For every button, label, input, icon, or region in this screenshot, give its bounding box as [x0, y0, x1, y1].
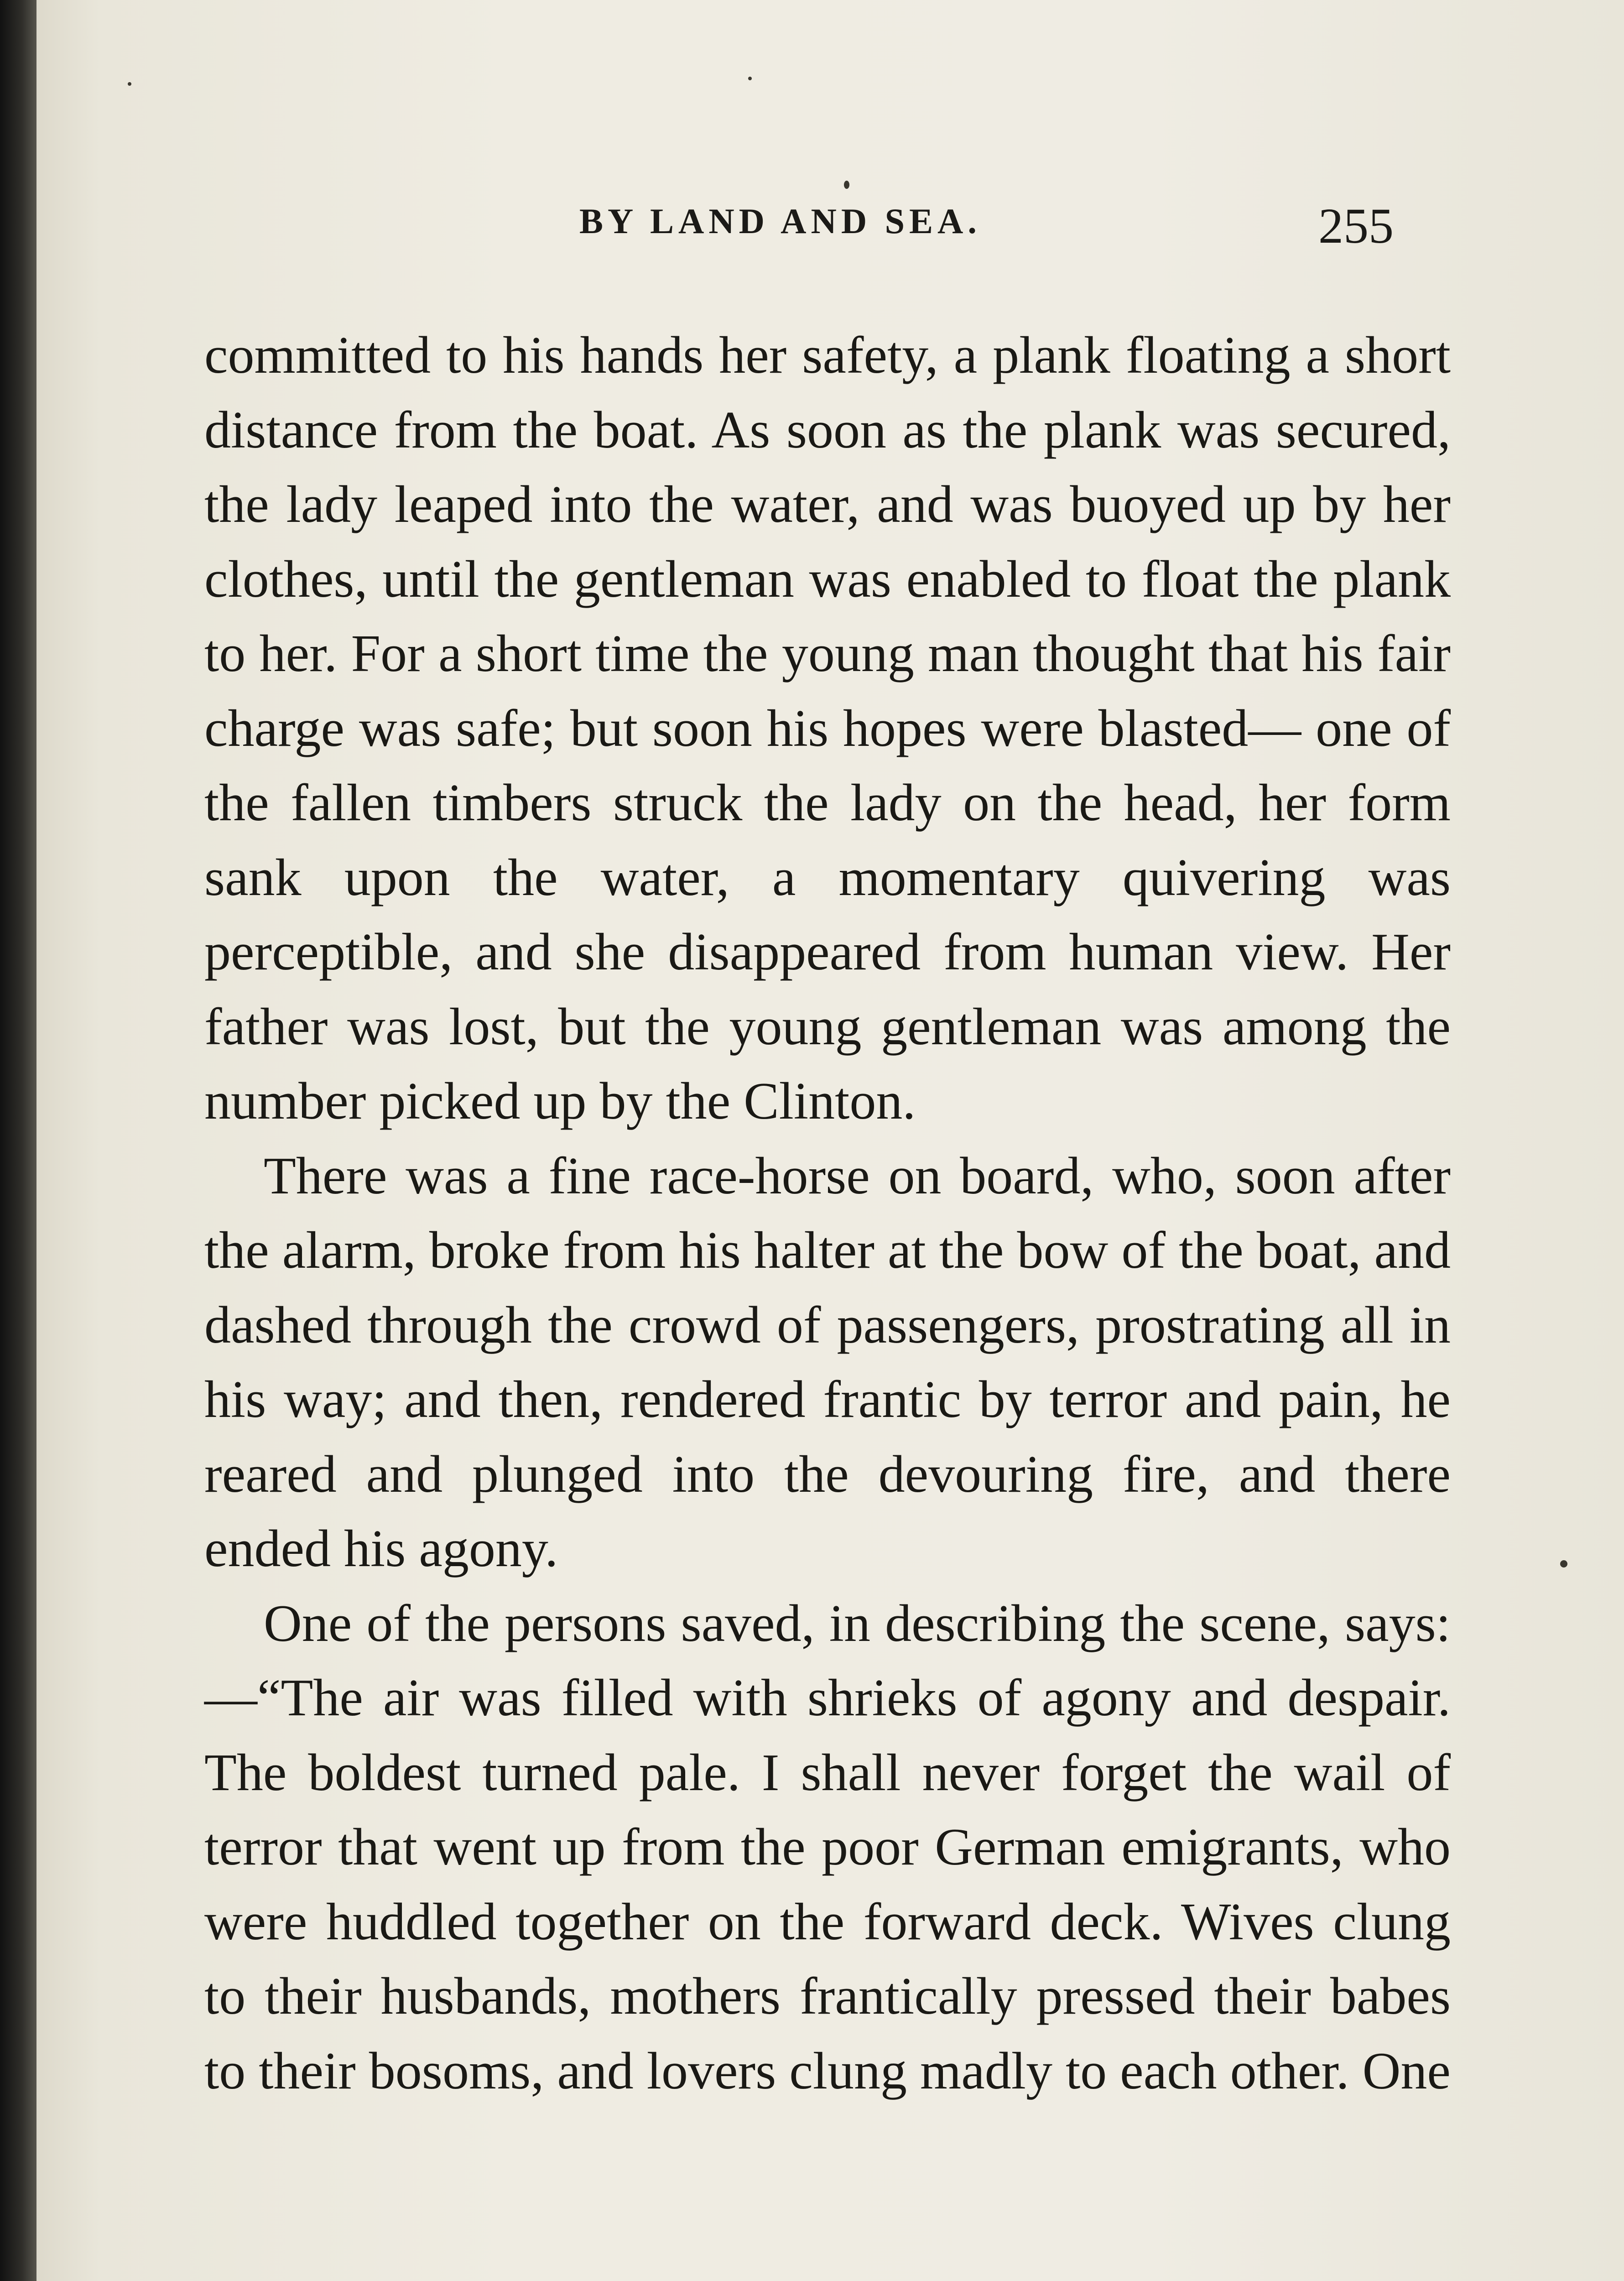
paragraph-3: One of the persons saved, in describing the scene, says:—“The air was filled with shrieks of agony and despair. The boldest turned pale. I shall never forget the wail of terror that went up from the poor German emigrants, who were huddled together on the forward deck. Wives clung to their husbands, mothers frantically pressed their babes to their bosoms, and lovers clung madly to each other. One: [204, 1594, 1451, 2100]
paper-speck: [1560, 1560, 1567, 1568]
paper-speck: [748, 77, 752, 80]
paragraph-2: There was a fine race-horse on board, who, soon after the alarm, broke from his halter at the bow of the boat, and dashed through the crowd of passengers, prostrating all in his way; and then, rendered frantic by terror and pain, he reared and plunged into the devouring fire, and there ended his agony.: [204, 1146, 1451, 1578]
book-page: [36, 0, 1624, 2281]
paper-speck: [844, 181, 849, 189]
running-head: BY LAND AND SEA.: [579, 201, 981, 241]
paragraph-1: committed to his hands her safety, a plank floating a short distance from the boat. As soon as the plank was secured, the lady leaped into the water, and was buoyed up by her clothes, until the gentleman was enabled to float the plank to her. For a short time the young man thought that his fair charge was safe; but soon his hopes were blasted— one of the fallen timbers struck the lady on the head, her form sank upon the water, a momentary quivering was perceptible, and she disappeared from human view. Her father was lost, but the young gentleman was among the number picked up by the Clinton.: [204, 326, 1451, 1130]
page-number: 255: [1318, 198, 1394, 254]
body-text: [204, 318, 1451, 2109]
book-binding-edge: [0, 0, 36, 2281]
paper-speck: [128, 82, 131, 86]
